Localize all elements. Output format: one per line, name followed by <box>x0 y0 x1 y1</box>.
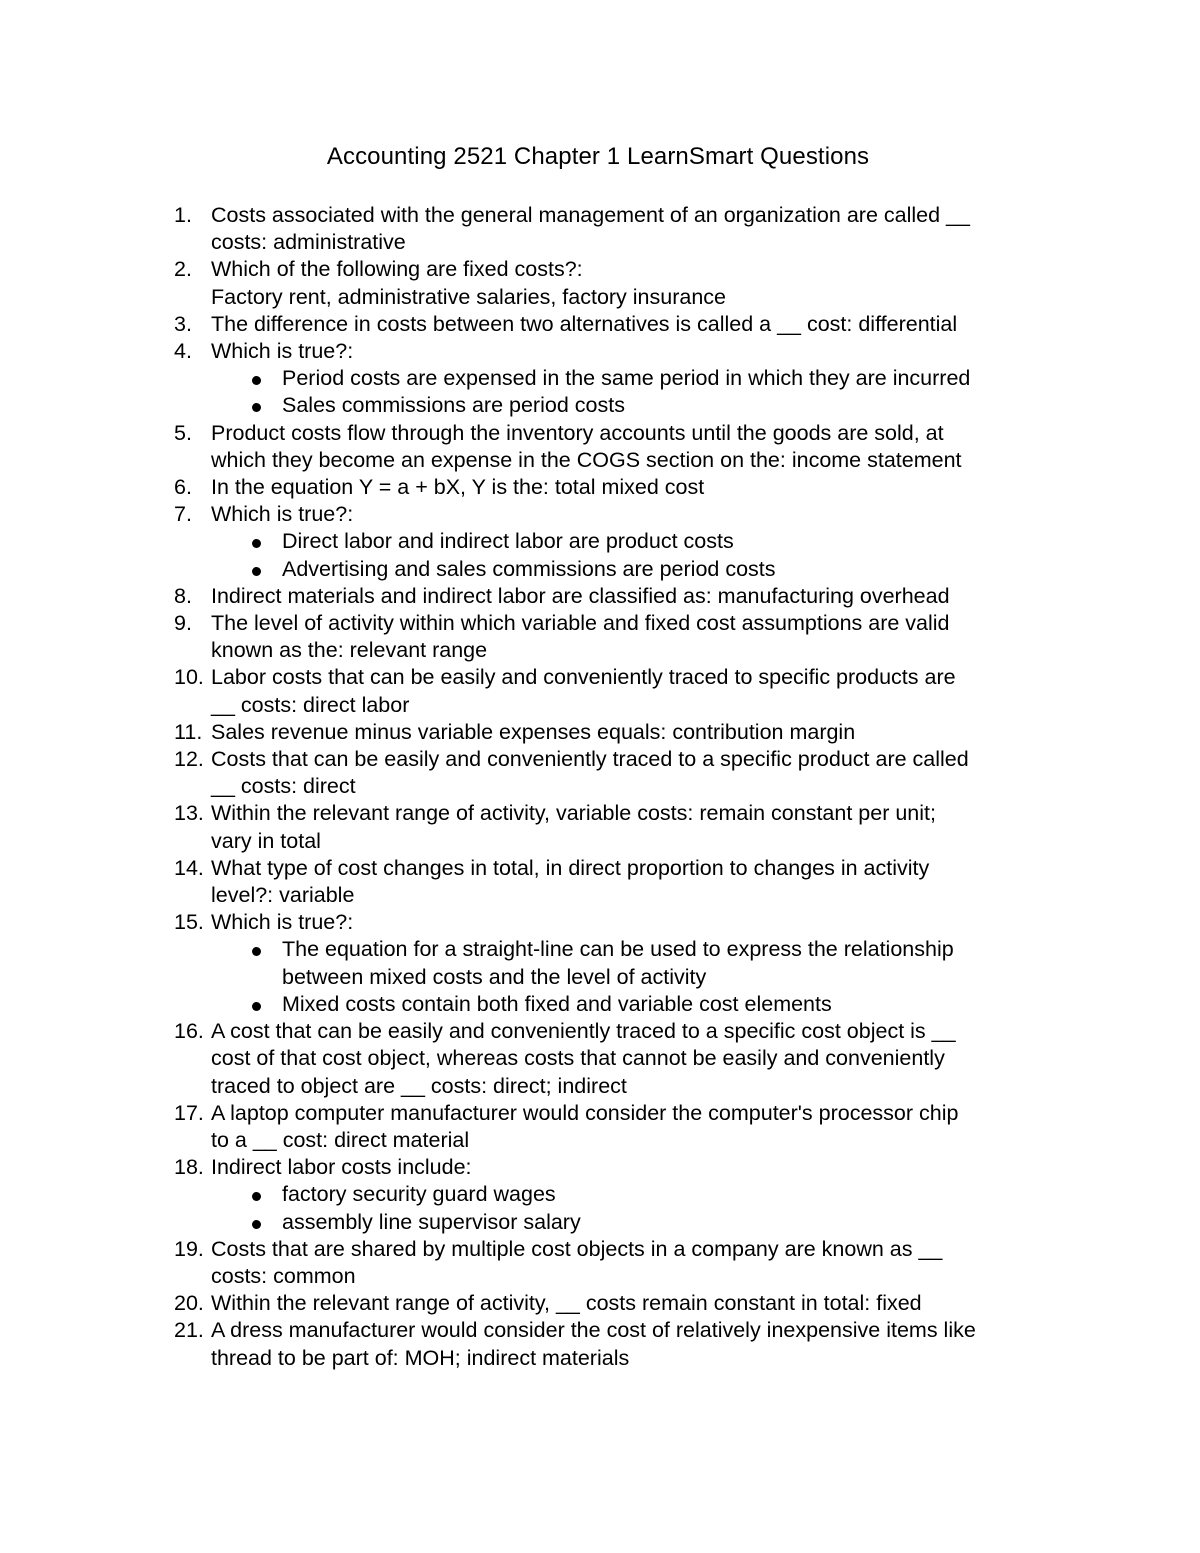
question-text-line: Which is true?: <box>211 502 354 527</box>
question-text-line: Indirect materials and indirect labor are classified as: manufacturing overhead <box>211 583 950 608</box>
bullet-dot-icon <box>252 567 261 576</box>
question-text-line: level?: variable <box>211 883 355 908</box>
question-item <box>174 1236 1074 1290</box>
question-number: 5. <box>174 420 192 445</box>
question-text-line: A laptop computer manufacturer would consider the computer's processor chip <box>211 1100 959 1125</box>
answer-bullet-item <box>211 392 1074 419</box>
question-number: 14. <box>174 855 204 880</box>
bullet-dot-icon <box>252 1220 261 1229</box>
question-text-line: thread to be part of: MOH; indirect materials <box>211 1345 630 1370</box>
question-text-line: Which is true?: <box>211 910 354 935</box>
question-item <box>174 1018 1074 1100</box>
question-item <box>174 1100 1074 1154</box>
question-item <box>174 800 1074 854</box>
question-number: 13. <box>174 801 204 826</box>
answer-text-line: Sales commissions are period costs <box>282 393 625 418</box>
question-text-line: cost of that cost object, whereas costs that cannot be easily and conveniently <box>211 1046 945 1071</box>
question-text-line: Indirect labor costs include: <box>211 1155 472 1180</box>
answer-text-line: between mixed costs and the level of activity <box>282 964 707 989</box>
question-item <box>174 855 1074 909</box>
question-number: 12. <box>174 747 204 772</box>
question-number: 21. <box>174 1318 204 1343</box>
answer-bullet-item <box>211 1209 1074 1236</box>
question-text-line: What type of cost changes in total, in direct proportion to changes in activity <box>211 855 930 880</box>
question-text-line: The difference in costs between two alternatives is called a __ cost: differential <box>211 311 958 336</box>
question-text-line: Which of the following are fixed costs?: <box>211 257 583 282</box>
answer-bullet-item <box>211 528 1074 555</box>
question-item <box>174 1154 1074 1236</box>
question-item <box>174 338 1074 420</box>
answer-bullet-item <box>211 991 1074 1018</box>
question-item <box>174 256 1074 310</box>
question-number: 4. <box>174 339 192 364</box>
question-number: 20. <box>174 1291 204 1316</box>
bullet-dot-icon <box>252 1192 261 1201</box>
question-item <box>174 746 1074 800</box>
question-text-line: A dress manufacturer would consider the cost of relatively inexpensive items like <box>211 1318 976 1343</box>
question-item <box>174 501 1074 583</box>
question-text-line: Within the relevant range of activity, __ costs remain constant in total: fixed <box>211 1291 922 1316</box>
question-text-line: to a __ cost: direct material <box>211 1127 470 1152</box>
question-text-line: known as the: relevant range <box>211 638 488 663</box>
answer-bullet-item <box>211 556 1074 583</box>
answer-bullet-list <box>211 1181 1074 1235</box>
bullet-dot-icon <box>252 376 261 385</box>
answer-text-line: Direct labor and indirect labor are product costs <box>282 529 734 554</box>
question-number: 7. <box>174 502 192 527</box>
question-text-line: Labor costs that can be easily and conveniently traced to specific products are <box>211 665 956 690</box>
question-item <box>174 1317 1074 1371</box>
question-number: 2. <box>174 257 192 282</box>
question-number: 11. <box>174 719 203 744</box>
question-text-line: Within the relevant range of activity, variable costs: remain constant per unit; <box>211 801 936 826</box>
answer-text-line: factory security guard wages <box>282 1182 556 1207</box>
question-text-line: In the equation Y = a + bX, Y is the: total mixed cost <box>211 475 705 500</box>
question-text-line: vary in total <box>211 828 321 853</box>
question-item <box>174 1290 1074 1317</box>
question-text-line: Costs that can be easily and conveniently traced to a specific product are called <box>211 747 969 772</box>
question-item <box>174 420 1074 474</box>
answer-bullet-list <box>211 936 1074 1018</box>
question-item <box>174 719 1074 746</box>
question-text-line: __ costs: direct <box>211 774 356 799</box>
question-text-line: The level of activity within which variable and fixed cost assumptions are valid <box>211 611 950 636</box>
question-number: 15. <box>174 910 204 935</box>
question-text-line: Factory rent, administrative salaries, factory insurance <box>211 284 727 309</box>
bullet-dot-icon <box>252 1002 261 1011</box>
question-number: 17. <box>174 1100 204 1125</box>
question-number: 18. <box>174 1155 204 1180</box>
question-number: 10. <box>174 665 204 690</box>
question-item <box>174 311 1074 338</box>
question-text-line: which they become an expense in the COGS section on the: income statement <box>211 447 962 472</box>
document-title: Accounting 2521 Chapter 1 LearnSmart Questions <box>326 143 870 170</box>
question-item <box>174 474 1074 501</box>
question-number: 19. <box>174 1236 204 1261</box>
question-item <box>174 664 1074 718</box>
bullet-dot-icon <box>252 539 261 548</box>
question-number: 1. <box>174 203 192 227</box>
question-item <box>174 909 1074 1018</box>
bullet-dot-icon <box>252 403 261 412</box>
question-text-line: costs: administrative <box>211 230 406 255</box>
question-text-line: A cost that can be easily and conveniently traced to a specific cost object is __ <box>211 1019 956 1044</box>
question-item <box>174 202 1074 256</box>
answer-bullet-list <box>211 528 1074 582</box>
answer-text-line: The equation for a straight-line can be used to express the relationship <box>282 937 954 962</box>
question-number: 16. <box>174 1019 204 1044</box>
question-text-line: Costs associated with the general management of an organization are called __ <box>211 203 970 227</box>
question-text-line: Which is true?: <box>211 339 354 364</box>
question-text-line: Sales revenue minus variable expenses equals: contribution margin <box>211 719 856 744</box>
question-text-line: __ costs: direct labor <box>211 692 410 717</box>
question-text-line: traced to object are __ costs: direct; indirect <box>211 1073 627 1098</box>
question-list <box>174 202 1074 1372</box>
question-text-line: Product costs flow through the inventory accounts until the goods are sold, at <box>211 420 944 445</box>
answer-bullet-item <box>211 1181 1074 1208</box>
question-text-line: costs: common <box>211 1263 356 1288</box>
answer-text-line: Mixed costs contain both fixed and variable cost elements <box>282 991 832 1016</box>
answer-text-line: Advertising and sales commissions are period costs <box>282 556 776 581</box>
answer-bullet-item <box>211 365 1074 392</box>
question-number: 3. <box>174 311 192 336</box>
answer-text-line: Period costs are expensed in the same period in which they are incurred <box>282 366 971 391</box>
question-item <box>174 610 1074 664</box>
answer-bullet-item <box>211 936 1074 990</box>
answer-bullet-list <box>211 365 1074 419</box>
question-item <box>174 583 1074 610</box>
question-number: 9. <box>174 611 192 636</box>
question-number: 8. <box>174 583 192 608</box>
answer-text-line: assembly line supervisor salary <box>282 1209 581 1234</box>
bullet-dot-icon <box>252 947 261 956</box>
question-number: 6. <box>174 475 192 500</box>
question-text-line: Costs that are shared by multiple cost objects in a company are known as __ <box>211 1236 943 1261</box>
